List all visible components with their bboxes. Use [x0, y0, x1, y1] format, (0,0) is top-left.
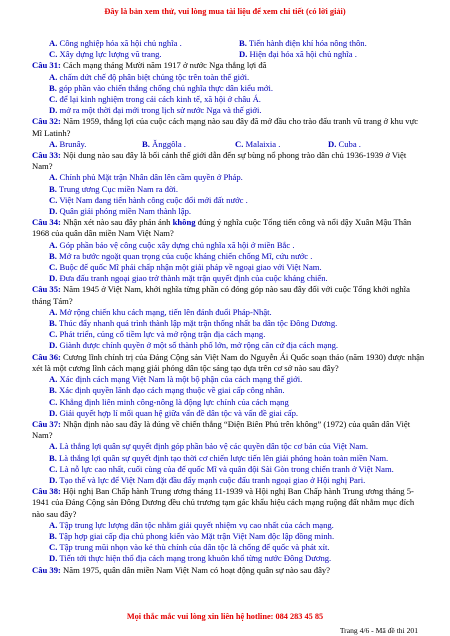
q35-option-a: A. Mở rộng chiến khu cách mạng, tiến lên đánh đuổi Pháp-Nhật. — [49, 306, 272, 317]
q36-option-b: B. Xác định quyền lãnh đạo cách mạng thuộc về giai cấp công nhân. — [49, 385, 285, 396]
hotline-banner: Mọi thắc mắc vui lòng xin liên hệ hotline: 084 283 45 85 — [126, 612, 324, 621]
q32-option-b: B. Ănggôla . — [142, 138, 186, 149]
q34-negation: không — [172, 217, 196, 228]
option-b: B. Tiến hành điện khí hóa nông thôn. — [239, 38, 367, 48]
top-options-row-1 — [32, 38, 428, 49]
question-33: Câu 33: Nội dung nào sau đây là bối cảnh thế giới dẫn đến sự bùng nổ phong trào dân chủ 1936-1939 ở Việt Nam? — [32, 150, 407, 172]
q31-option-c: C. để lại kinh nghiệm trong cải cách kinh tế, xã hội ở châu Á. — [49, 94, 261, 105]
q33-option-d: D. Quân giải phóng miền Nam thành lập. — [49, 206, 192, 217]
q37-option-c: C. Là nỗ lực cao nhất, cuối cùng của đế quốc Mĩ và quân đội Sài Gòn trong chiến tranh ở Việt Nam. — [49, 463, 394, 474]
page-number: Trang 4/6 - Mã đề thi 201 — [339, 626, 418, 635]
q34-option-b: B. Mở ra bước ngoặt quan trọng của cuộc kháng chiến chống Mĩ, cứu nước . — [49, 250, 313, 261]
q34-option-a: A. Góp phần bảo vệ công cuộc xây dựng chủ nghĩa xã hội ở miền Bắc . — [49, 239, 295, 250]
q32-options — [32, 139, 428, 150]
option-a: A. Công nghiệp hóa xã hội chủ nghĩa . — [49, 38, 182, 48]
q33-option-a: A. Chính phủ Mặt trận Nhân dân lên cầm quyền ở Pháp. — [49, 172, 243, 183]
question-38: Câu 38: Hội nghị Ban Chấp hành Trung ương tháng 11-1939 và Hội nghị Ban Chấp hành Trung ương tháng 5-1941 của Đảng Cộng sản Đông Dương đều chủ trương tạm gác khẩu hiệu cách mạng ruộng đất nhằm mục đích nào sau đây? — [32, 486, 415, 519]
q35-option-b: B. Thúc đẩy nhanh quá trình thành lập mặt trận thống nhất ba dân tộc Đông Dương. — [49, 318, 338, 329]
q32-option-d: D. Cuba . — [328, 138, 361, 149]
q31-option-a: A. chấm dứt chế độ phân biệt chủng tộc trên toàn thế giới. — [49, 71, 250, 82]
q38-option-c: C. Tập trung mũi nhọn vào kẻ thù chính của dân tộc là chống đế quốc và phát xít. — [49, 542, 330, 553]
question-37: Câu 37: Nhận định nào sau đây là đúng về chiến thắng “Điện Biên Phủ trên không” (1972) của quân dân Việt Nam? — [32, 418, 411, 441]
q35-option-c: C. Phát triển, củng cố tiềm lực và mở rộng trận địa cách mạng. — [49, 329, 266, 340]
option-c: C. Xây dựng lực lượng vũ trang. — [49, 49, 162, 60]
q37-option-a: A. Là thắng lợi quân sự quyết định góp phần bảo vệ các quyền dân tộc cơ bản của Việt Nam. — [49, 441, 369, 452]
q33-option-c: C. Việt Nam đang tiến hành công cuộc đổi mới đất nước . — [49, 194, 248, 205]
q31-option-b: B. góp phần vào chiến thắng chống chủ nghĩa thực dân kiểu mới. — [49, 82, 274, 93]
q35-option-d: D. Giành được chính quyền ở một số thành phố lớn, mở rộng căn cứ địa cách mạng. — [49, 340, 339, 351]
question-36: Câu 36: Cương lĩnh chính trị của Đảng Cộng sản Việt Nam do Nguyễn Ái Quốc soạn thảo (năm 1930) được nhận xét là một cương lĩnh cách mạng giải phóng dân tộc sáng tạo dựa trên cơ sở nào sau đây? — [32, 351, 425, 373]
exam-content — [32, 38, 428, 576]
question-32: Câu 32: Năm 1959, thắng lợi của cuộc cách mạng nào sau đây đã mở đầu cho trào đấu tranh vũ trang ở khu vực Mĩ Latinh? — [32, 116, 419, 138]
question-35: Câu 35: Năm 1945 ở Việt Nam, khởi nghĩa từng phần có đóng góp nào sau đây đối với cuộc Tổng khởi nghĩa tháng Tám? — [32, 284, 410, 306]
q38-option-d: D. Tiến tới thực hiện thổ địa cách mạng trong khuôn khổ từng nước Đông Dương. — [49, 553, 332, 564]
option-d: D. Hiện đại hóa xã hội chủ nghĩa . — [239, 49, 357, 60]
q36-option-d: D. Giải quyết hợp lí mối quan hệ giữa vấn đề dân tộc và vấn đề giai cấp. — [49, 407, 299, 418]
question-34: Câu 34: Nhận xét nào sau đây phản ánh không đúng ý nghĩa cuộc Tổng tiến công và nổi dậy Xuân Mậu Thân 1968 của quân dân miền Nam Việt Nam? — [32, 217, 412, 239]
q38-option-b: B. Tập hợp giai cấp địa chủ phong kiến vào Mặt trận Việt Nam độc lập đồng minh. — [49, 530, 335, 541]
q36-option-a: A. Xác định cách mạng Việt Nam là một bộ phận của cách mạng thế giới. — [49, 374, 303, 385]
question-31: Câu 31: Cách mạng tháng Mười năm 1917 ở nước Nga thắng lợi đã — [32, 60, 267, 71]
q38-option-a: A. Tập trung lực lượng dân tộc nhằm giải quyết nhiệm vụ cao nhất của cách mạng. — [49, 519, 334, 530]
q34-option-d: D. Đưa đấu tranh ngoại giao trở thành mặt trận quyết định của cuộc kháng chiến. — [49, 273, 328, 284]
q33-option-b: B. Trung ương Cục miền Nam ra đời. — [49, 183, 179, 194]
preview-banner: Đây là bản xem thử, vui lòng mua tài liệu để xem chi tiết (có lời giải) — [104, 7, 346, 16]
q32-option-a: A. Brunây. — [49, 138, 87, 149]
q34-option-c: C. Buộc đế quốc Mĩ phải chấp nhận một giải pháp về ngoại giao với Việt Nam. — [49, 262, 322, 273]
top-options-row-2 — [32, 49, 428, 60]
question-39: Câu 39: Năm 1975, quân dân miền Nam Việt Nam có hoạt động quân sự nào sau đây? — [32, 564, 331, 575]
q31-option-d: D. mở ra một thời đại mới trong lịch sử nước Nga và thế giới. — [49, 105, 262, 116]
q37-option-b: B. Là thắng lợi quân sự quyết định tạo thời cơ chiến lược tiến lên giải phóng hoàn toàn miền Nam. — [49, 452, 389, 463]
q37-option-d: D. Tạo thế và lực để Việt Nam đặt đầu đẩy mạnh cuộc đấu tranh ngoại giao ở Hội nghị Pari. — [49, 474, 366, 485]
q32-option-c: C. Malaixia . — [235, 138, 281, 149]
q36-option-c: C. Khẳng định liên minh công-nông là động lực chính của cách mạng — [49, 396, 289, 407]
